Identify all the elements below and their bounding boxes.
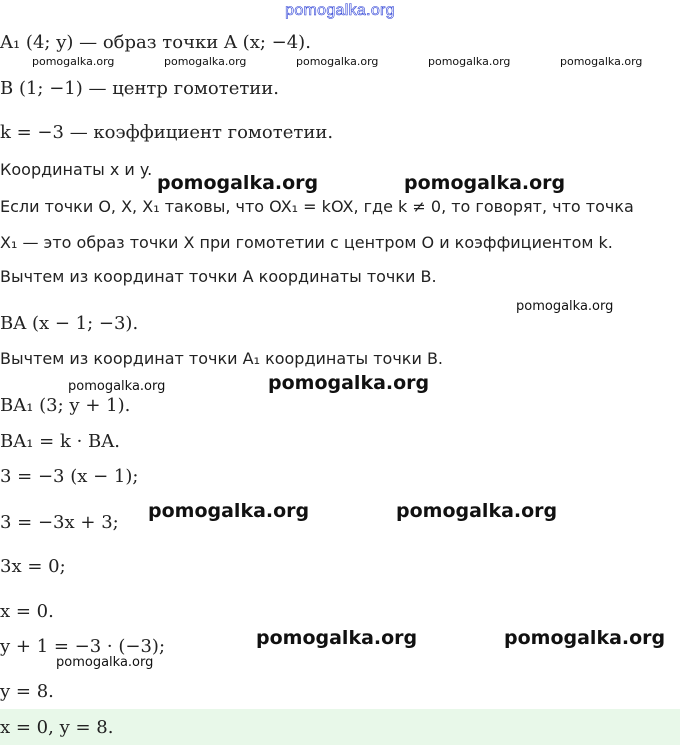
step-subtract-a1: Вычтем из координат точки A₁ координаты точки B.	[0, 349, 443, 368]
equation-x-2: 3 = −3x + 3;	[0, 512, 119, 533]
equation-x-1: 3 = −3 (x − 1);	[0, 466, 139, 487]
watermark: pomogalka.org	[256, 627, 418, 649]
vector-equation: BA₁ = k · BA.	[0, 431, 120, 452]
answer-text: x = 0, y = 8.	[0, 717, 114, 738]
watermark: pomogalka.org	[296, 55, 379, 68]
watermark: pomogalka.org	[560, 55, 643, 68]
watermark: pomogalka.org	[396, 500, 558, 522]
watermark-top: pomogalka.org	[285, 2, 395, 19]
definition-line-2: X₁ — это образ точки X при гомотетии с центром O и коэффициентом k.	[0, 233, 613, 252]
watermark: pomogalka.org	[404, 172, 566, 194]
watermark: pomogalka.org	[164, 55, 247, 68]
given-image-point: A₁ (4; y) — образ точки A (x; −4).	[0, 32, 311, 53]
watermark: pomogalka.org	[157, 172, 319, 194]
vector-ba1: BA₁ (3; y + 1).	[0, 395, 131, 416]
vector-ba: BA (x − 1; −3).	[0, 313, 139, 334]
watermark: pomogalka.org	[56, 655, 154, 670]
watermark: pomogalka.org	[504, 627, 666, 649]
equation-x-3: 3x = 0;	[0, 556, 66, 577]
watermark: pomogalka.org	[268, 372, 430, 394]
watermark: pomogalka.org	[428, 55, 511, 68]
step-subtract-a: Вычтем из координат точки A координаты точки B.	[0, 267, 437, 286]
definition-line-1: Если точки O, X, X₁ таковы, что OX₁ = kOX, где k ≠ 0, то говорят, что точка	[0, 197, 634, 216]
answer-box	[0, 709, 680, 745]
watermark: pomogalka.org	[32, 55, 115, 68]
equation-y: y + 1 = −3 · (−3);	[0, 636, 166, 657]
watermark: pomogalka.org	[148, 500, 310, 522]
result-x: x = 0.	[0, 601, 54, 622]
watermark: pomogalka.org	[516, 299, 614, 314]
find-statement: Координаты x и y.	[0, 160, 153, 179]
result-y: y = 8.	[0, 681, 54, 702]
given-center: B (1; −1) — центр гомотетии.	[0, 78, 280, 99]
given-coefficient: k = −3 — коэффициент гомотетии.	[0, 122, 334, 143]
watermark: pomogalka.org	[68, 379, 166, 394]
